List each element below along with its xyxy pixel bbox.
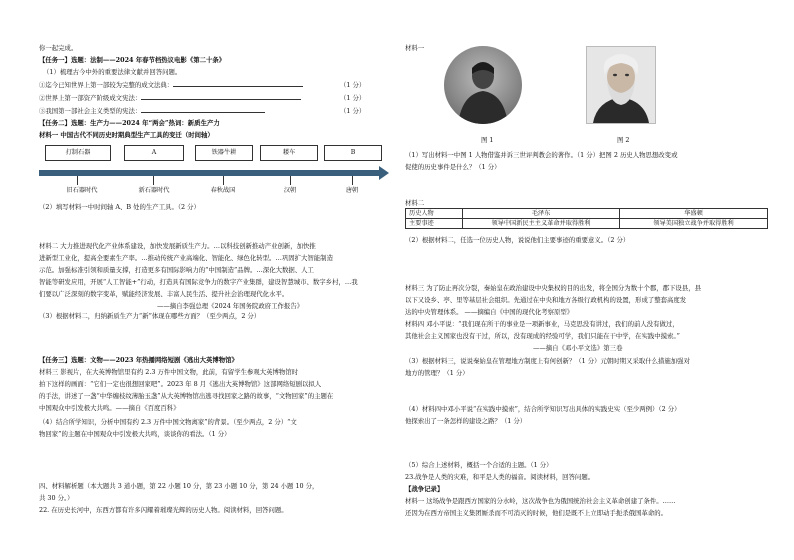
task1-item-3-score: （1 分） bbox=[340, 107, 366, 115]
material2-line: 们要以广泛深刻的数字变革，赋能经济发展、丰富人民生活、提升社会治理现代化水平。 bbox=[39, 290, 289, 298]
task1-item-2 bbox=[39, 94, 301, 102]
timeline-axis bbox=[39, 170, 379, 176]
timeline-tick bbox=[153, 176, 154, 185]
figure-1-portrait bbox=[444, 46, 522, 124]
right-material1-label: 材料一 bbox=[405, 44, 425, 52]
material2-line: 进新型工业化，提高全要素生产率。…推动传统产业高端化、智能化、绿色化转型。…巩固扩大智能制造 bbox=[39, 254, 333, 262]
material2-line: 材料二 大力推进现代化产业体系建设，加快发展新质生产力。…以科技创新推动产业创新，加快推 bbox=[39, 242, 316, 250]
timeline-period-4: 汉朝 bbox=[283, 187, 297, 194]
timeline-arrow-icon bbox=[379, 166, 389, 180]
intro-text: 你一起完成。 bbox=[39, 44, 78, 52]
table-row bbox=[406, 209, 768, 219]
task1-item-1-score: （1 分） bbox=[340, 81, 366, 89]
material-line: 以下又设乡、亭、里等基层社会组织。先通过在中央和地方各级行政机构的设置，形成了整套高度发 bbox=[405, 296, 687, 304]
right-q4-line1: （4）材料四中邓小平说“在实践中摸索”，结合所学知识写出具体的实践史实（至少两例）（2 分） bbox=[405, 405, 681, 413]
figure-2-caption: 图 2 bbox=[617, 136, 630, 144]
task1-title: 【任务一】选题：法制——2024 年春节档热议电影《第二十条》 bbox=[39, 56, 226, 64]
right-q1-line2: 促使的历史事件是什么？（1 分） bbox=[405, 163, 501, 171]
figure-2-portrait bbox=[586, 46, 656, 124]
task1-item-2-score: （1 分） bbox=[340, 94, 366, 102]
material3-line: 中国观众中引发极大共鸣。——摘自《百度百科》 bbox=[39, 404, 180, 412]
material2-line: 示范。加强标准引领和质量支撑，打造更多有国际影响力的“中国制造”品牌。…深化大数据、人工 bbox=[39, 266, 314, 274]
table-header: 华盛顿 bbox=[620, 209, 768, 219]
timeline-box-2: A bbox=[124, 145, 184, 161]
timeline-box-1: 打制石器 bbox=[45, 145, 111, 161]
timeline-period-3: 春秋战国 bbox=[210, 187, 236, 194]
section4-line2: 共 30 分。） bbox=[39, 494, 74, 502]
task2-title: 【任务二】选题：生产力——2024 年“两会”热词：新质生产力 bbox=[39, 119, 220, 127]
task3-q4-line2: 物回家”的主题在中国观众中引发极大共鸣，谈谈你的看法。（1 分） bbox=[39, 430, 231, 438]
right-q5: （5）综合上述材料，概括一个合适的主题。（1 分） bbox=[405, 461, 553, 469]
table-cell: 领导中国新民主主义革命并取得胜利 bbox=[463, 219, 620, 229]
task3-title: 【任务三】选题：文物——2023 年热播网络短剧《逃出大英博物馆》 bbox=[39, 356, 238, 364]
task2-q2: （2）填写材料一中时间轴 A、B 处的生产工具。（2 分） bbox=[39, 203, 200, 211]
timeline-box-3: 铁器牛耕 bbox=[195, 145, 253, 161]
table-cell: 主要事迹 bbox=[406, 219, 463, 229]
section4-line1: 四、材料解析题（本大题共 3 道小题，第 22 小题 10 分，第 23 小题 10 分，第 24 小题 10 分， bbox=[39, 482, 319, 490]
section4-line3: 22. 在历史长河中，东西方都有许多闪耀着璀璨光辉的历史人物。阅读材料，回答问题。 bbox=[39, 506, 288, 514]
timeline-tick bbox=[77, 176, 78, 185]
task1-item-3 bbox=[39, 107, 265, 115]
war-record-title: 【战争记录】 bbox=[405, 485, 444, 493]
table-cell: 领导美国独立战争并取得胜利 bbox=[620, 219, 768, 229]
table-header: 历史人物 bbox=[406, 209, 463, 219]
answer-blank[interactable] bbox=[173, 86, 303, 87]
right-q2: （2）根据材料二，任选一位历史人物，说说他们主要事迹的重要意义。（2 分） bbox=[405, 236, 630, 244]
timeline-period-2: 新石器时代 bbox=[138, 187, 170, 194]
figure-1-caption: 图 1 bbox=[481, 136, 494, 144]
right-q1-line1: （1）写出材料一中图 1 人物借鉴并诉三世评判教会的著作。（1 分）把图 2 历史人物思想改变或 bbox=[405, 151, 678, 159]
timeline-period-1: 旧石器时代 bbox=[66, 187, 98, 194]
war-material-line1: 材料一 这场战争是跟西方国家的分水岭，这次战争也为俄国统治社会主义革命创建了条件。…… bbox=[405, 497, 676, 505]
table-row bbox=[406, 219, 768, 229]
task1-question: （1）梳理古今中外的重要法律文献并回答问题。 bbox=[43, 68, 182, 76]
task3-q4-line1: （4）结合所学知识，分析中国有约 2.3 万件中国文物离家”的背景。（至少两点，2 分）“文 bbox=[39, 418, 297, 426]
task1-item-label: ③我国第一部社会主义类型的宪法： bbox=[39, 107, 142, 115]
timeline-tick bbox=[352, 176, 353, 185]
material3-line: 的手法，讲述了一盏“中华缠枝纹薄胎玉盏”从大英博物馆出逃寻找回家之路的故事，“文物回家”的主题在 bbox=[39, 392, 334, 400]
historical-figures-table bbox=[405, 208, 768, 229]
material2-source: ——摘自李强总理《2024 年国务院政府工作报告》 bbox=[157, 302, 304, 310]
material-line: 其他社会主义国家也没有干过，所以，没有现成的经验可学，我们只能在干中学，在实践中摸索。” bbox=[405, 332, 680, 340]
task1-item-1 bbox=[39, 81, 303, 89]
person-silhouette-icon bbox=[444, 46, 522, 124]
timeline-box-4: 耧车 bbox=[260, 145, 318, 161]
question-23: 23.战争是人类的灾难，和平是人类的福音。阅读材料，回答问题。 bbox=[405, 473, 595, 481]
material-source: ——摘自《邓小平文选》第三卷 bbox=[533, 344, 623, 352]
timeline-period-5: 唐朝 bbox=[345, 187, 359, 194]
timeline-box-5: B bbox=[324, 145, 382, 161]
timeline-tick bbox=[290, 176, 291, 185]
material-line: 达的中央管理体系。 ——摘编自《中国的现代化考察原型》 bbox=[405, 308, 574, 316]
war-material-line2: 还因为在西方帝国主义集团厮杀而不可消灭的时候，他们是既不上立即动手扼杀俄国革命的。 bbox=[405, 509, 668, 517]
task2-q3: （3）根据材料二，归纳新质生产力“新”体现在哪些方面？（至少两点，2 分） bbox=[39, 312, 261, 320]
material1-title: 材料一 中国古代不同历史时期典型生产工具的变迁（时间轴） bbox=[39, 131, 214, 139]
right-material2-label: 材料二 bbox=[405, 199, 425, 207]
answer-blank[interactable] bbox=[141, 112, 265, 113]
material-line: 材料三 为了防止再次分裂，秦始皇在政治建设中央集权的目的出发，将全国分为数十个郡，郡下设县，县 bbox=[405, 284, 701, 292]
right-q3-line2: 地方的管理？（1 分） bbox=[405, 369, 469, 377]
task1-item-label: ①迄今已知世界上第一部较为完整的成文法典： bbox=[39, 81, 174, 89]
bearded-man-icon bbox=[587, 47, 655, 123]
table-header: 毛泽东 bbox=[463, 209, 620, 219]
right-q3-line1: （3）根据材料三，说说秦始皇在管理地方制度上有何创新？（1 分）元朝时期又采取什么措施加强对 bbox=[405, 357, 690, 365]
task1-item-label: ②世界上第一部资产阶级成文宪法： bbox=[39, 94, 142, 102]
material3-line: 材料三 影视片，在大英博物馆里有约 2.3 万件中国文物，此前，有留学生参观大英博物馆时 bbox=[39, 368, 299, 376]
material2-line: 智能等研发应用，开展“人工智能+”行动，打造具有国际竞争力的数字产业集群，建设智慧城市、数字乡村，…我 bbox=[39, 278, 358, 286]
answer-blank[interactable] bbox=[141, 99, 301, 100]
material3-line: 拍下这样的画面：“它们一定也很想回家吧”。2023 年 8 月《逃出大英博物馆》这部网络短剧以拟人 bbox=[39, 380, 322, 388]
right-q4-line2: 他探索出了一条怎样的建设之路？（1 分） bbox=[405, 417, 527, 425]
timeline-tick bbox=[223, 176, 224, 185]
material-line: 材料四 邓小平说：“我们现在所干的事业是一项新事业，马克思没有讲过，我们的前人没有做过， bbox=[405, 320, 679, 328]
